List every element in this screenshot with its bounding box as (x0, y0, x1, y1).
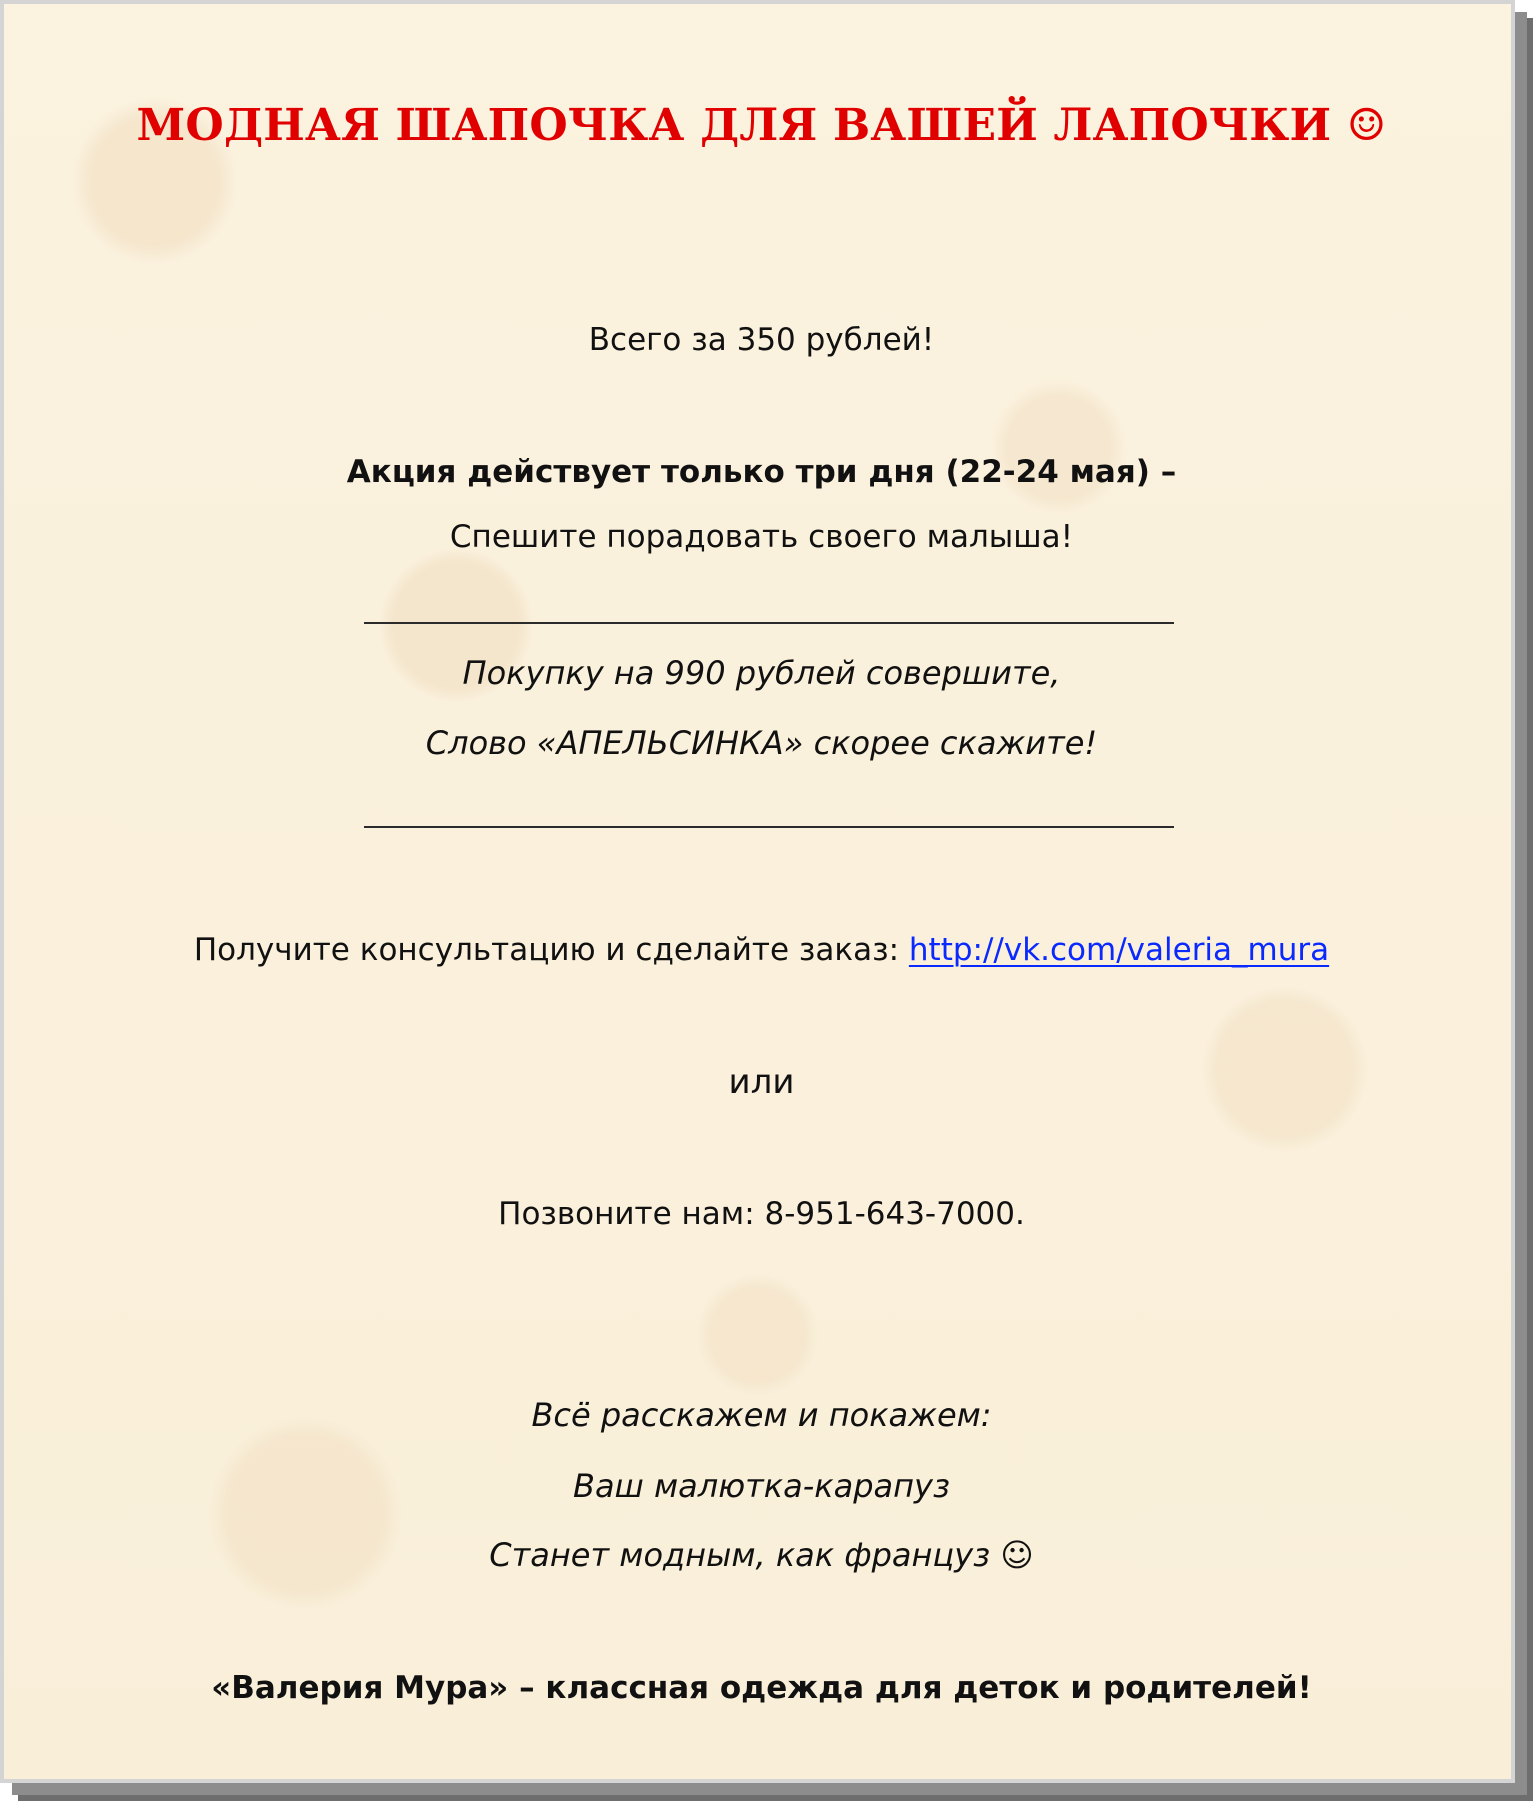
document-content (4, 4, 1519, 1787)
poem-line-4: Ваш малютка-карапуз (572, 1467, 950, 1505)
price-text: Всего за 350 рублей! (588, 322, 935, 358)
poem-line-1: Покупку на 990 рублей совершите, (462, 654, 1061, 692)
vk-link[interactable]: http://vk.com/valeria_mura (908, 932, 1330, 968)
poem-line-2: Слово «АПЕЛЬСИНКА» скорее скажите! (425, 724, 1098, 762)
divider-top (364, 622, 1174, 624)
footer-text: «Валерия Мура» – классная одежда для деток и родителей! (211, 1670, 1312, 1706)
poem-line-3: Всё расскажем и покажем: (531, 1396, 992, 1434)
call-text: Позвоните нам: 8-951-643-7000. (498, 1196, 1025, 1232)
divider-bottom (364, 826, 1174, 828)
promo-bold-text: Акция действует только три дня (22-24 мая) – (346, 454, 1177, 490)
document-title: МОДНАЯ ШАПОЧКА ДЛЯ ВАШЕЙ ЛАПОЧКИ ☺ (136, 100, 1387, 151)
consult-line (4, 932, 1519, 969)
consult-prefix: Получите консультацию и сделайте заказ: (193, 932, 909, 968)
promo-text: Спешите порадовать своего малыша! (449, 519, 1074, 555)
or-text: или (728, 1062, 795, 1102)
poem-line-5: Станет модным, как француз ☺ (489, 1536, 1034, 1574)
